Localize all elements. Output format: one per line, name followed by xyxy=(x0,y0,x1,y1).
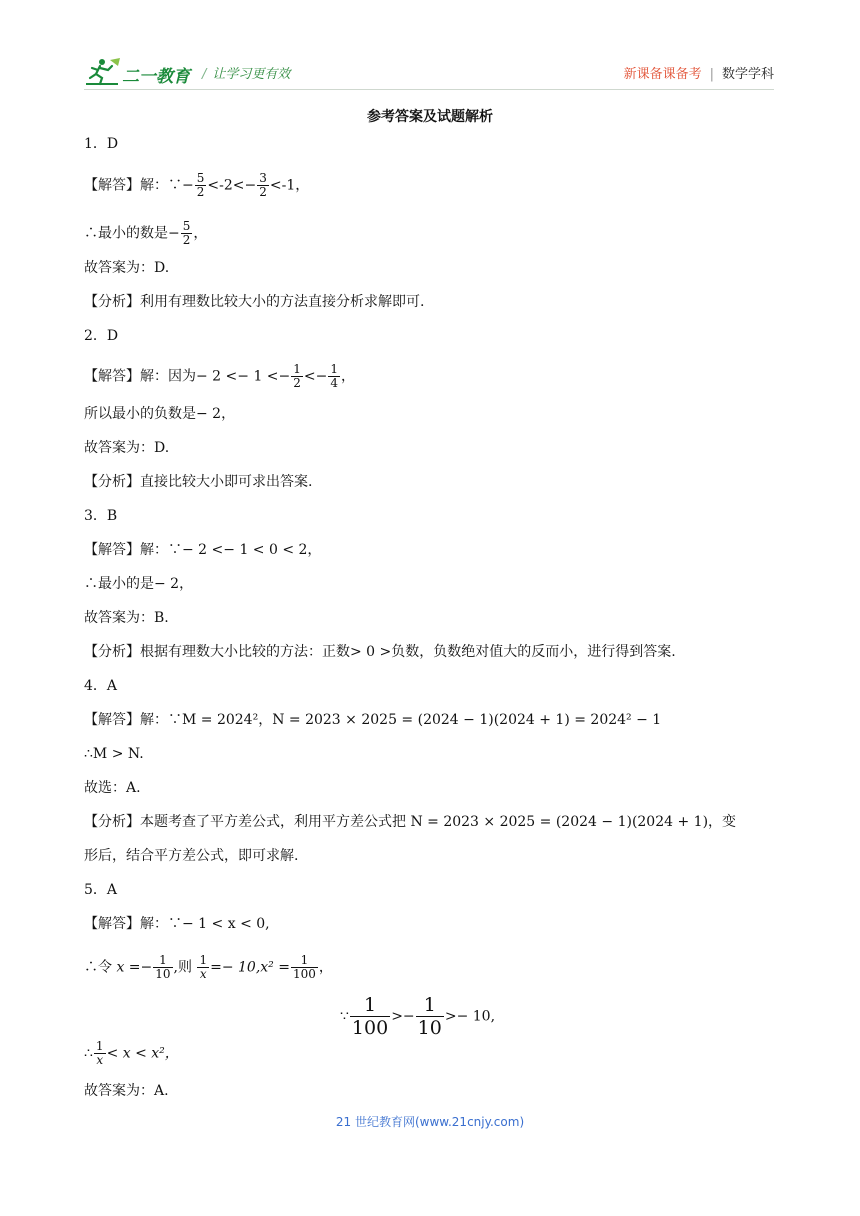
q2-analysis: 【分析】直接比较大小即可求出答案. xyxy=(84,474,313,490)
header-separator: | xyxy=(709,67,714,82)
q3-solution-line2: ∴最小的是− 2， xyxy=(84,576,194,592)
q5-frac1 xyxy=(153,954,172,981)
q1-l2-end: ， xyxy=(193,225,208,242)
q1-f3-num: 5 xyxy=(182,219,191,233)
q5-l3-end: >− 10, xyxy=(444,1008,496,1025)
q5-f5-num: 1 xyxy=(416,994,444,1017)
q2-l1-end: ， xyxy=(341,368,356,385)
brand-logo xyxy=(84,56,194,88)
q5-f3-num: 1 xyxy=(291,954,318,968)
q5-f5-den: 10 xyxy=(417,1017,442,1039)
q1-l1-pre: 【解答】解：∵ xyxy=(84,177,182,194)
header-divider xyxy=(84,89,774,90)
q2-answer: 故答案为：D. xyxy=(84,440,170,456)
header-right xyxy=(624,63,774,82)
q1-frac3 xyxy=(181,220,193,247)
q2-heading: 2．D xyxy=(84,328,119,344)
q2-frac1 xyxy=(291,363,303,390)
q4-answer: 故选：A. xyxy=(84,780,141,796)
q5-solution-line4 xyxy=(84,1040,179,1067)
q5-l2-pre: ∴令 xyxy=(84,959,112,976)
q3-answer: 故答案为：B. xyxy=(84,610,169,626)
q4-analysis-line2: 形后，结合平方差公式，即可求解. xyxy=(84,848,299,864)
q5-solution-line2 xyxy=(84,954,333,981)
q2-frac2 xyxy=(328,363,340,390)
q5-frac4 xyxy=(350,994,390,1039)
q1-frac1 xyxy=(195,172,207,199)
q3-solution-line1: 【解答】解：∵− 2 <− 1 < 0 < 2， xyxy=(84,542,322,558)
q2-l1-mid: <− xyxy=(303,368,328,385)
q2-f2-den: 4 xyxy=(330,376,339,390)
q5-frac3 xyxy=(291,954,318,981)
q2-solution-line1 xyxy=(84,363,355,390)
q5-frac2 xyxy=(197,954,209,981)
q1-l1-end: <-1， xyxy=(269,177,310,194)
q1-analysis: 【分析】利用有理数比较大小的方法直接分析求解即可. xyxy=(84,294,425,310)
q1-answer: 故答案为：D. xyxy=(84,260,170,276)
q5-f4-num: 1 xyxy=(350,994,390,1017)
q3-analysis: 【分析】根据有理数大小比较的方法：正数> 0 >负数，负数绝对值大的反而小，进行得到答案. xyxy=(84,644,676,660)
q2-f1-num: 1 xyxy=(293,362,301,376)
q4-solution-line1: 【解答】解：∵M = 2024²，N = 2023 × 2025 = (2024 − 1)(2024 + 1) = 2024² − 1 xyxy=(84,712,662,728)
q1-frac2 xyxy=(257,172,269,199)
page-footer: 21 世纪教育网(www.21cnjy.com) xyxy=(335,1115,525,1129)
q4-analysis-line1: 【分析】本题考查了平方差公式，利用平方差公式把 N = 2023 × 2025 = (2024 − 1)(2024 + 1)，变 xyxy=(84,814,737,830)
q5-f6-num: 1 xyxy=(95,1039,104,1053)
q5-solution-line3 xyxy=(340,994,495,1039)
q4-heading: 4．A xyxy=(84,678,118,694)
q5-f2-num: 1 xyxy=(199,953,208,967)
q1-f2-num: 3 xyxy=(259,171,267,185)
q3-heading: 3．B xyxy=(84,508,118,524)
q5-l4-pre: ∴ xyxy=(84,1045,93,1062)
q2-solution-line2: 所以最小的负数是− 2， xyxy=(84,406,236,422)
q1-l2-pre: ∴最小的数是 xyxy=(84,225,168,242)
q1-f2-den: 2 xyxy=(259,185,267,199)
page-title: 参考答案及试题解析 xyxy=(367,109,493,125)
header-course-label: 新课备课备考 xyxy=(623,67,702,82)
q5-l2-mid2: =− 10,x² = xyxy=(210,959,290,976)
q5-f3-den: 100 xyxy=(292,967,316,981)
q2-f1-den: 2 xyxy=(293,376,301,390)
q1-l1-mid: <-2< xyxy=(207,177,245,194)
q1-f3-den: 2 xyxy=(182,233,191,247)
q2-l1-math: − 2 <− 1 <− xyxy=(196,368,291,385)
q5-frac6 xyxy=(94,1040,106,1067)
header-subject-label: 数学学科 xyxy=(721,67,774,82)
q5-l2-mid: ,则 xyxy=(173,959,192,976)
q5-heading: 5．A xyxy=(84,882,118,898)
q5-solution-line1: 【解答】解：∵− 1 < x < 0, xyxy=(84,916,270,932)
q5-l2-end: ， xyxy=(318,959,333,976)
q5-f4-den: 100 xyxy=(351,1017,389,1039)
q2-l1-pre: 【解答】解：因为 xyxy=(84,368,196,385)
q1-heading: 1．D xyxy=(84,136,119,152)
q5-l2-var: x =− xyxy=(116,959,153,976)
logo-text: 二一教育 xyxy=(122,67,190,87)
q4-solution-line2: ∴M > N. xyxy=(84,746,144,762)
q1-solution-line1: 【解答】解：∵− $\frac{5}{2}$ <-2<− $\frac{3}{2}$ <-1， xyxy=(84,171,310,199)
q1-f1-den: 2 xyxy=(196,185,205,199)
q5-f6-den: x xyxy=(96,1053,104,1067)
page-header xyxy=(84,56,774,90)
slogan-text: 让学习更有效 xyxy=(212,67,291,82)
q5-frac5 xyxy=(416,994,444,1039)
q1-f1-num: 5 xyxy=(196,171,205,185)
q5-f1-den: 10 xyxy=(155,967,171,981)
q5-f1-num: 1 xyxy=(153,954,172,968)
q5-l3-pre: ∵ xyxy=(340,1008,349,1025)
q5-l3-mid: >− xyxy=(391,1008,415,1025)
q2-f2-num: 1 xyxy=(330,362,339,376)
q5-l4-end: < x < x²， xyxy=(106,1045,179,1062)
header-slogan: / 让学习更有效 xyxy=(202,67,291,82)
q5-f2-den: x xyxy=(199,967,207,981)
runner-icon xyxy=(84,56,124,88)
q1-solution-line2: ∴最小的数是− $\frac{5}{2}$ ， xyxy=(84,219,208,247)
q5-answer: 故答案为：A. xyxy=(84,1083,169,1099)
